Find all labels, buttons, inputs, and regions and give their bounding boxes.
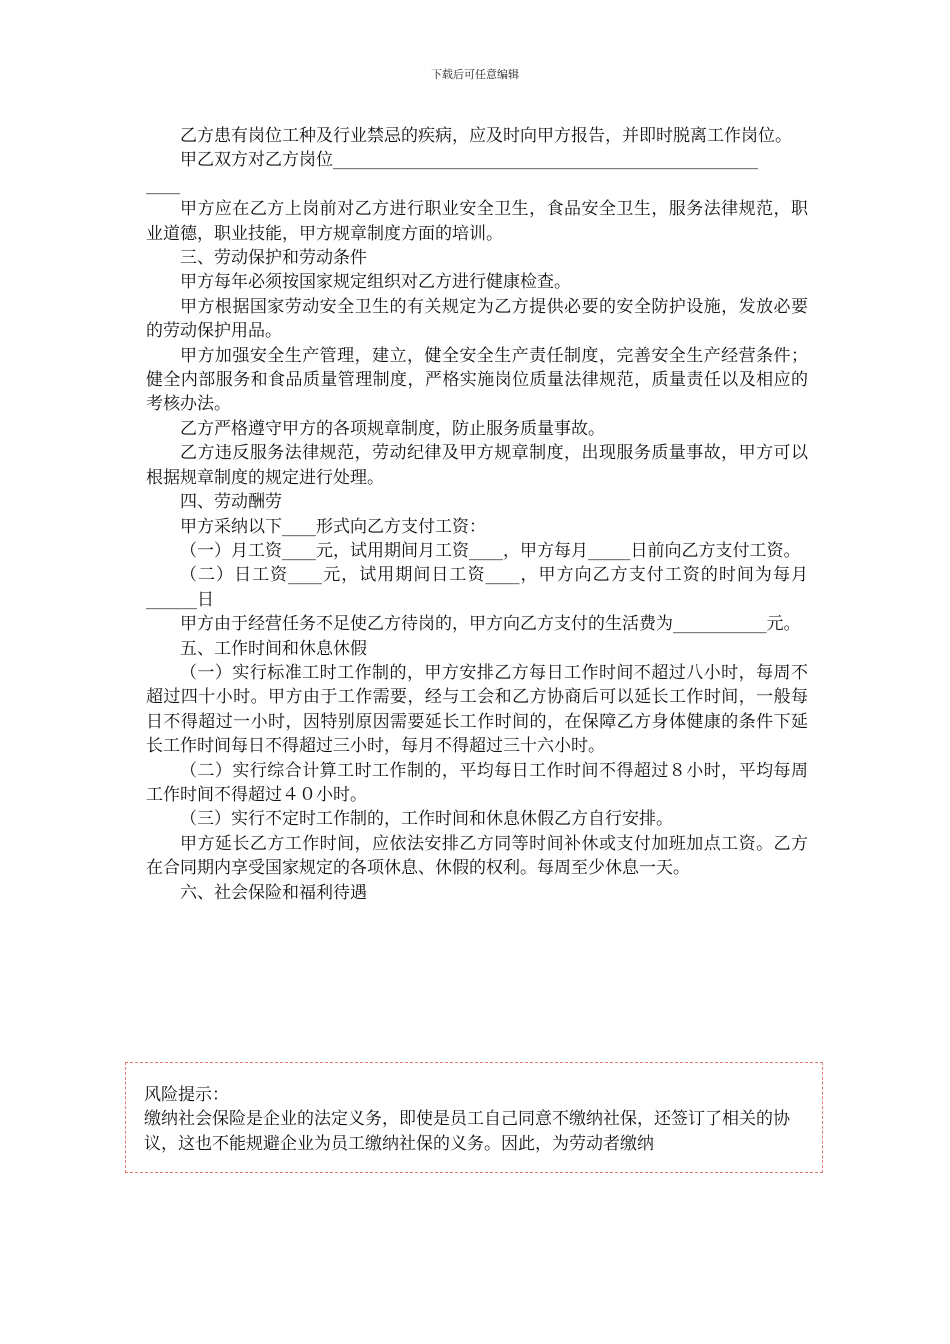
paragraph-standby-allowance: 甲方由于经营任务不足使乙方待岗的，甲方向乙方支付的生活费为___________元。 xyxy=(180,614,801,635)
paragraph-standard-hours: （一）实行标准工时工作制的，甲方安排乙方每日工作时间不超过八小时，每周不超过四十小时。甲方由于工作需要，经与工会和乙方协商后可以延长工作时间，一般每日不得超过一小时，因特别原因需要延长工作时间的，在保障乙方身体健康的条件下延长工作时间每日不得超过三小时，每月不得超过三十六小时。 xyxy=(146,662,808,757)
document-body xyxy=(146,124,808,905)
paragraph-safety-management: 甲方加强安全生产管理，建立，健全安全生产责任制度，完善安全生产经营条件；健全内部服务和食品质量管理制度，严格实施岗位质量法律规范，质量责任以及相应的考核办法。 xyxy=(146,345,808,415)
section-heading-remuneration: 四、劳动酬劳 xyxy=(180,492,282,513)
paragraph-violation-handling: 乙方违反服务法律规范，劳动纪律及甲方规章制度，出现服务质量事故，甲方可以根据规章制度的规定进行处理。 xyxy=(146,443,808,488)
paragraph-training: 甲方应在乙方上岗前对乙方进行职业安全卫生，食品安全卫生，服务法律规范，职业道德，职业技能，甲方规章制度方面的培训。 xyxy=(146,199,808,244)
paragraph-blank-continuation: ____ xyxy=(146,174,180,195)
page-header: 下载后可任意编辑 xyxy=(431,68,519,81)
section-heading-working-hours: 五、工作时间和休息休假 xyxy=(180,638,367,659)
paragraph-rules-compliance: 乙方严格遵守甲方的各项规章制度，防止服务质量事故。 xyxy=(180,418,605,439)
paragraph-health-check: 甲方每年必须按国家规定组织对乙方进行健康检查。 xyxy=(180,272,571,293)
paragraph-payment-form: 甲方采纳以下____形式向乙方支付工资： xyxy=(180,516,486,537)
paragraph-disease-report: 乙方患有岗位工种及行业禁忌的疾病，应及时向甲方报告，并即时脱离工作岗位。 xyxy=(180,126,792,146)
section-heading-social-insurance: 六、社会保险和福利待遇 xyxy=(180,882,367,903)
paragraph-overtime-rest: 甲方延长乙方工作时间，应依法安排乙方同等时间补休或支付加班加点工资。乙方在合同期内享受国家规定的各项休息、休假的权利。每周至少休息一天。 xyxy=(146,833,808,879)
risk-warning-text: 缴纳社会保险是企业的法定义务，即使是员工自己同意不缴纳社保，还签订了相关的协议，这也不能规避企业为员工缴纳社保的义务。因此，为劳动者缴纳 xyxy=(144,1109,790,1154)
section-heading-labor-protection: 三、劳动保护和劳动条件 xyxy=(180,248,367,269)
paragraph-protection-facilities: 甲方根据国家劳动安全卫生的有关规定为乙方提供必要的安全防护设施，发放必要的劳动保护用品。 xyxy=(146,296,808,342)
paragraph-comprehensive-hours: （二）实行综合计算工时工作制的，平均每日工作时间不得超过８小时，平均每周工作时间不得超过４０小时。 xyxy=(146,760,808,805)
paragraph-daily-wage: （二）日工资____元，试用期间日工资____，甲方向乙方支付工资的时间为每月______日 xyxy=(146,565,808,610)
paragraph-flexible-hours: （三）实行不定时工作制的，工作时间和休息休假乙方自行安排。 xyxy=(180,809,673,830)
paragraph-monthly-wage: （一）月工资____元，试用期间月工资____，甲方每月_____日前向乙方支付工资。 xyxy=(180,540,801,561)
paragraph-position-agreement: 甲乙双方对乙方岗位__________________________________________________ xyxy=(180,150,758,171)
risk-warning-box xyxy=(125,1062,823,1173)
risk-warning-title: 风险提示： xyxy=(144,1085,229,1105)
